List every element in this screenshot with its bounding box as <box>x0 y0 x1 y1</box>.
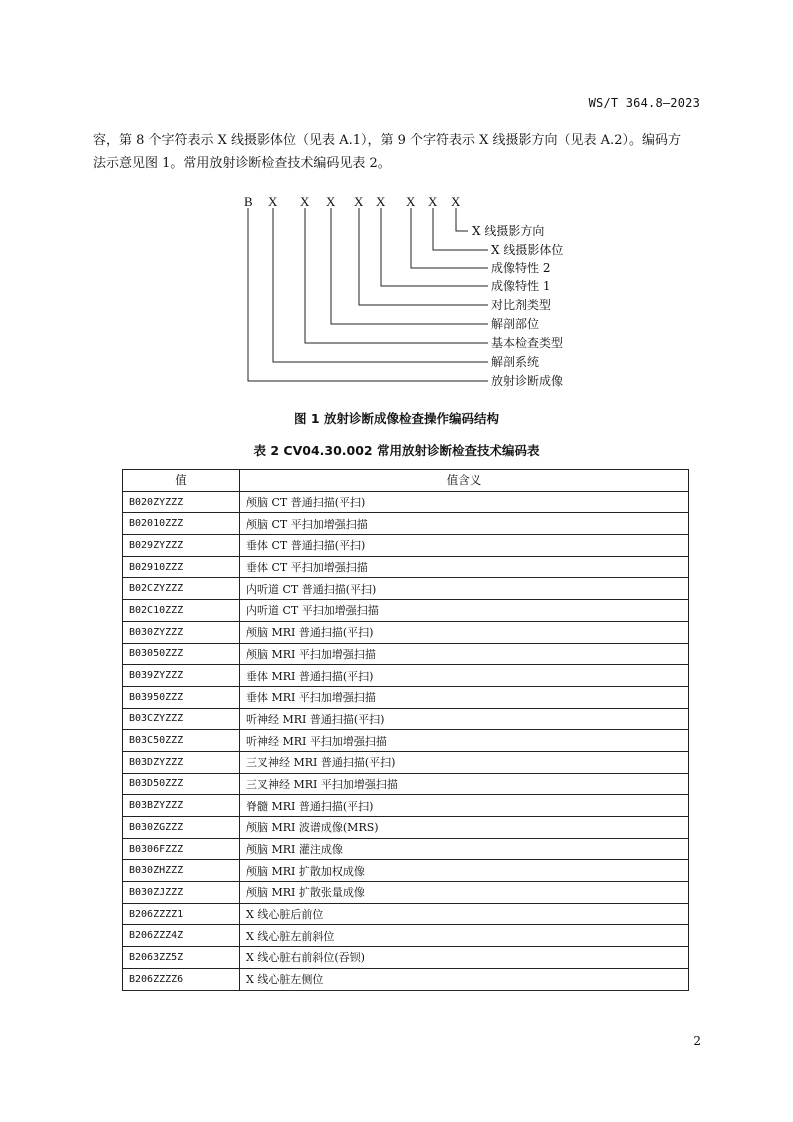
code-value-cell: B030ZGZZZ <box>123 817 240 839</box>
code-value-cell: B02C10ZZZ <box>123 600 240 622</box>
code-meaning-cell: 颅脑 MRI 普通扫描(平扫) <box>240 621 689 643</box>
figure-caption: 图 1 放射诊断成像检查操作编码结构 <box>294 411 499 426</box>
code-value-cell: B206ZZZZ1 <box>123 903 240 925</box>
code-meaning-cell: X 线心脏右前斜位(吞钡) <box>240 947 689 969</box>
code-letter-1: B <box>244 194 253 209</box>
table-row <box>123 578 689 600</box>
table-row <box>123 773 689 795</box>
code-value-cell: B03BZYZZZ <box>123 795 240 817</box>
table-row <box>123 643 689 665</box>
code-meaning-cell: 颅脑 MRI 灌注成像 <box>240 838 689 860</box>
code-meaning-cell: X 线心脏后前位 <box>240 903 689 925</box>
table-row <box>123 621 689 643</box>
code-meaning-cell: 颅脑 MRI 扩散加权成像 <box>240 860 689 882</box>
code-meaning-cell: 听神经 MRI 普通扫描(平扫) <box>240 708 689 730</box>
table-row <box>123 730 689 752</box>
code-letter-5: X <box>354 194 364 209</box>
code-table <box>122 469 689 991</box>
table-row <box>123 751 689 773</box>
table-row <box>123 968 689 990</box>
code-table-body <box>123 491 689 990</box>
code-value-cell: B0306FZZZ <box>123 838 240 860</box>
table-row <box>123 600 689 622</box>
label-xray-position: X 线摄影体位 <box>491 243 564 257</box>
code-meaning-cell: 颅脑 MRI 波谱成像(MRS) <box>240 817 689 839</box>
code-meaning-cell: 颅脑 MRI 平扫加增强扫描 <box>240 643 689 665</box>
code-structure-diagram <box>230 190 570 400</box>
label-xray-direction: X 线摄影方向 <box>472 224 545 238</box>
intro-line-1: 容，第 8 个字符表示 X 线摄影体位（见表 A.1），第 9 个字符表示 X 线摄影方向（见表 A.2）。编码方 <box>93 133 681 148</box>
label-contrast-type: 对比剂类型 <box>491 298 552 312</box>
code-value-cell: B02010ZZZ <box>123 513 240 535</box>
table-row <box>123 535 689 557</box>
code-value-cell: B03DZYZZZ <box>123 751 240 773</box>
code-value-cell: B03050ZZZ <box>123 643 240 665</box>
code-value-cell: B039ZYZZZ <box>123 665 240 687</box>
code-meaning-cell: 垂体 CT 普通扫描(平扫) <box>240 535 689 557</box>
standard-code: WS/T 364.8—2023 <box>588 96 700 110</box>
code-value-cell: B02CZYZZZ <box>123 578 240 600</box>
code-value-cell: B029ZYZZZ <box>123 535 240 557</box>
code-meaning-cell: 脊髓 MRI 普通扫描(平扫) <box>240 795 689 817</box>
code-meaning-cell: X 线心脏左前斜位 <box>240 925 689 947</box>
code-letter-6: X <box>376 194 386 209</box>
table-row <box>123 795 689 817</box>
code-value-cell: B030ZYZZZ <box>123 621 240 643</box>
code-letter-7: X <box>406 194 416 209</box>
code-meaning-cell: 颅脑 CT 普通扫描(平扫) <box>240 491 689 513</box>
table-row <box>123 882 689 904</box>
code-meaning-cell: 内听道 CT 普通扫描(平扫) <box>240 578 689 600</box>
label-anatomical-system: 解剖系统 <box>491 355 540 369</box>
code-letter-8: X <box>428 194 438 209</box>
table-header-row <box>123 470 689 492</box>
code-value-cell: B03950ZZZ <box>123 686 240 708</box>
table-row <box>123 665 689 687</box>
code-meaning-cell: 垂体 MRI 平扫加增强扫描 <box>240 686 689 708</box>
code-value-cell: B2063ZZ5Z <box>123 947 240 969</box>
code-meaning-cell: X 线心脏左侧位 <box>240 968 689 990</box>
code-meaning-cell: 颅脑 MRI 扩散张量成像 <box>240 882 689 904</box>
code-value-cell: B020ZYZZZ <box>123 491 240 513</box>
table-row <box>123 860 689 882</box>
table-row <box>123 817 689 839</box>
table-row <box>123 556 689 578</box>
code-letter-4: X <box>326 194 336 209</box>
label-anatomical-site: 解剖部位 <box>491 317 540 331</box>
code-value-cell: B03C50ZZZ <box>123 730 240 752</box>
table-row <box>123 838 689 860</box>
code-value-cell: B206ZZZZ6 <box>123 968 240 990</box>
code-meaning-cell: 听神经 MRI 平扫加增强扫描 <box>240 730 689 752</box>
code-value-cell: B206ZZZ4Z <box>123 925 240 947</box>
header-meaning: 值含义 <box>240 470 689 492</box>
table-row <box>123 925 689 947</box>
label-imaging-feature-2: 成像特性 2 <box>491 261 551 275</box>
intro-paragraph <box>93 129 718 175</box>
table-row <box>123 513 689 535</box>
header-value: 值 <box>123 470 240 492</box>
label-basic-exam-type: 基本检查类型 <box>491 336 564 350</box>
code-value-cell: B02910ZZZ <box>123 556 240 578</box>
code-value-cell: B030ZHZZZ <box>123 860 240 882</box>
code-letter-2: X <box>268 194 278 209</box>
code-meaning-cell: 垂体 CT 平扫加增强扫描 <box>240 556 689 578</box>
code-meaning-cell: 垂体 MRI 普通扫描(平扫) <box>240 665 689 687</box>
table-row <box>123 686 689 708</box>
code-meaning-cell: 三叉神经 MRI 平扫加增强扫描 <box>240 773 689 795</box>
code-meaning-cell: 三叉神经 MRI 普通扫描(平扫) <box>240 751 689 773</box>
label-imaging-feature-1: 成像特性 1 <box>491 279 551 293</box>
code-meaning-cell: 颅脑 CT 平扫加增强扫描 <box>240 513 689 535</box>
table-row <box>123 491 689 513</box>
label-radiology-imaging: 放射诊断成像 <box>491 374 564 388</box>
intro-line-2: 法示意见图 1。常用放射诊断检查技术编码见表 2。 <box>93 156 391 171</box>
code-value-cell: B03CZYZZZ <box>123 708 240 730</box>
code-meaning-cell: 内听道 CT 平扫加增强扫描 <box>240 600 689 622</box>
table-row <box>123 903 689 925</box>
code-letter-9: X <box>451 194 461 209</box>
table-caption: 表 2 CV04.30.002 常用放射诊断检查技术编码表 <box>253 443 540 458</box>
code-letter-3: X <box>300 194 310 209</box>
page-number: 2 <box>693 1034 701 1048</box>
code-value-cell: B03D50ZZZ <box>123 773 240 795</box>
code-value-cell: B030ZJZZZ <box>123 882 240 904</box>
table-row <box>123 708 689 730</box>
table-row <box>123 947 689 969</box>
